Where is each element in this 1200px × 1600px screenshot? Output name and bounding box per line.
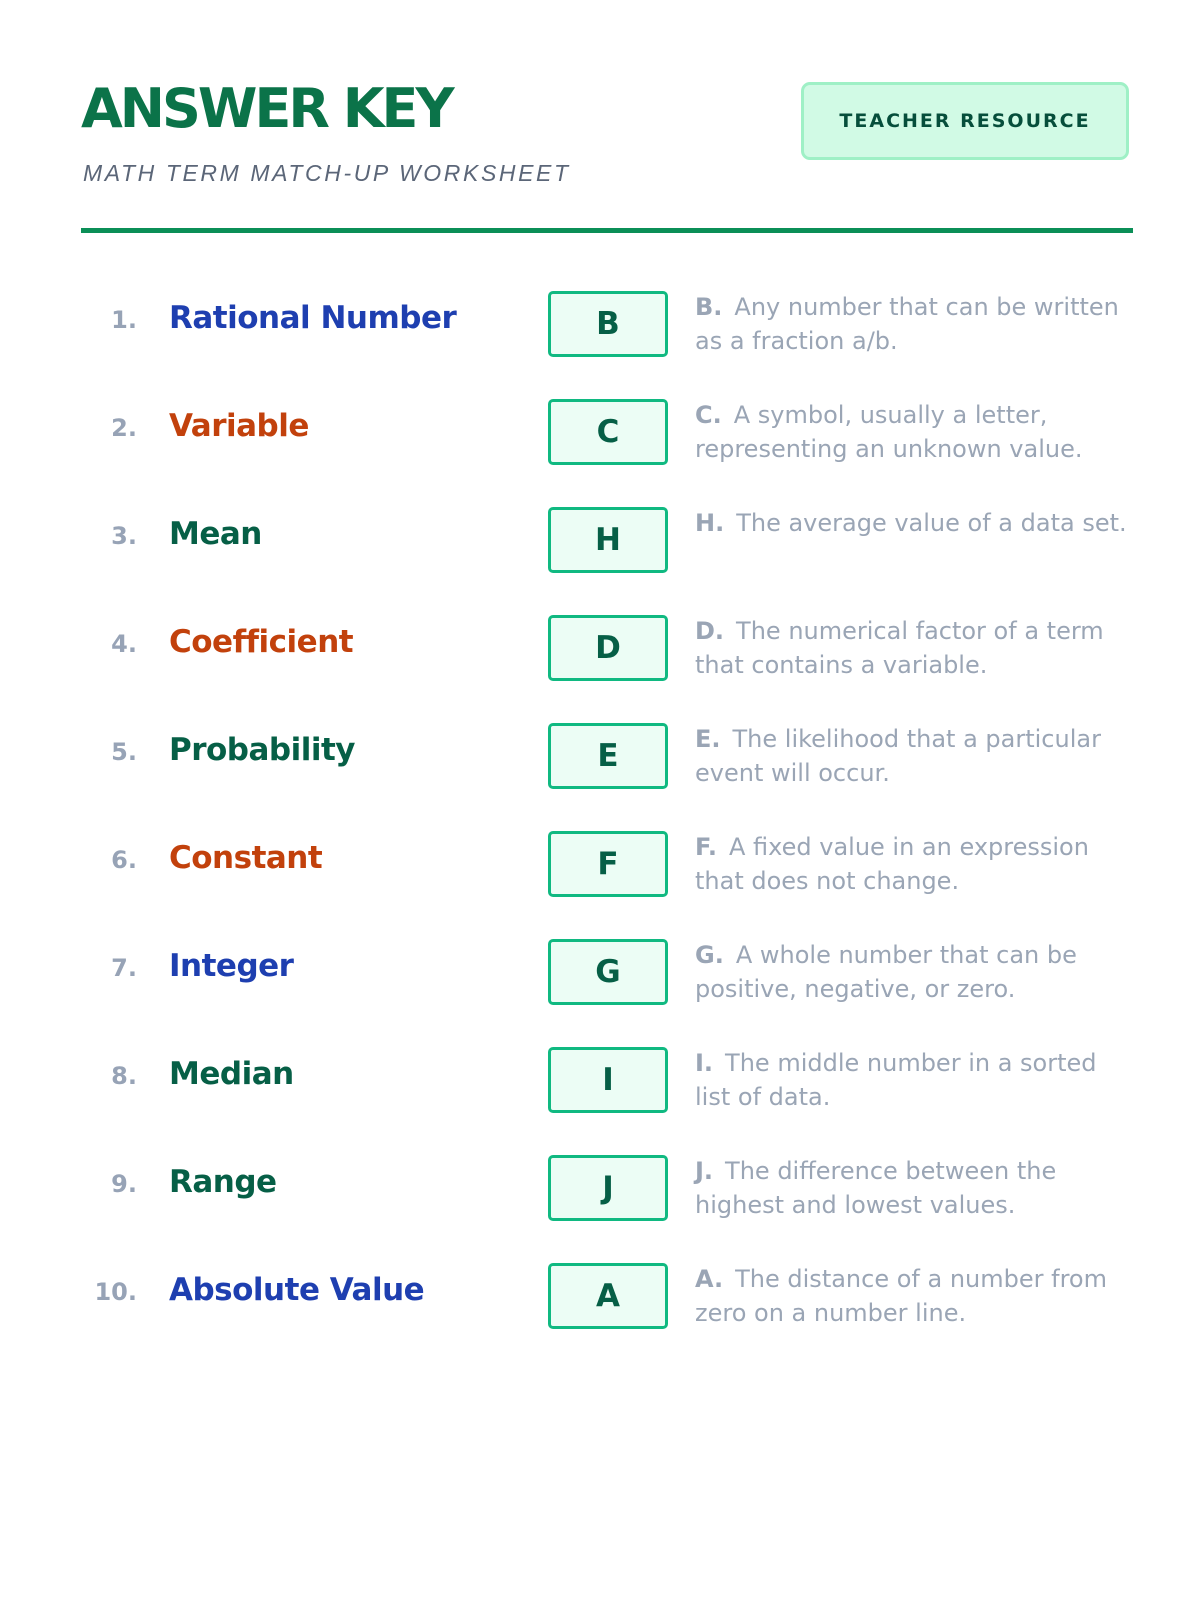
definition — [695, 506, 1135, 540]
definition — [695, 614, 1135, 682]
definition-text: Any number that can be written as a fraction a/b. — [695, 293, 1119, 355]
answer-box: E — [548, 723, 668, 789]
term-label: Coefficient — [169, 624, 354, 660]
definition-text: The average value of a data set. — [736, 509, 1127, 537]
item-number: 6. — [111, 846, 137, 874]
definition — [695, 398, 1135, 466]
answer-box: H — [548, 507, 668, 573]
match-list — [81, 288, 1133, 1368]
definition-text: A symbol, usually a letter, representing an unknown value. — [695, 401, 1083, 463]
term-label: Median — [169, 1056, 294, 1092]
item-number: 4. — [111, 630, 137, 658]
match-row — [81, 1260, 1133, 1368]
answer-box: J — [548, 1155, 668, 1221]
definition-letter: J. — [695, 1157, 714, 1185]
teacher-resource-badge: TEACHER RESOURCE — [801, 82, 1129, 160]
header — [81, 78, 1133, 188]
term-label: Rational Number — [169, 300, 457, 336]
definition-letter: G. — [695, 941, 724, 969]
answer-box: G — [548, 939, 668, 1005]
answer-box: A — [548, 1263, 668, 1329]
term-label: Constant — [169, 840, 323, 876]
item-number: 1. — [111, 306, 137, 334]
definition-letter: H. — [695, 509, 725, 537]
match-row — [81, 288, 1133, 396]
definition-letter: A. — [695, 1265, 724, 1293]
match-row — [81, 612, 1133, 720]
definition-text: The likelihood that a particular event will occur. — [695, 725, 1101, 787]
answer-box: B — [548, 291, 668, 357]
definition — [695, 1262, 1135, 1330]
definition-text: The numerical factor of a term that contains a variable. — [695, 617, 1104, 679]
answer-box: F — [548, 831, 668, 897]
match-row — [81, 1044, 1133, 1152]
item-number: 7. — [111, 954, 137, 982]
item-number: 9. — [111, 1170, 137, 1198]
definition — [695, 938, 1135, 1006]
answer-box: C — [548, 399, 668, 465]
term-label: Variable — [169, 408, 309, 444]
definition-letter: B. — [695, 293, 723, 321]
item-number: 10. — [94, 1278, 137, 1306]
item-number: 2. — [111, 414, 137, 442]
term-label: Integer — [169, 948, 294, 984]
match-row — [81, 828, 1133, 936]
definition-text: The distance of a number from zero on a number line. — [695, 1265, 1107, 1327]
definition — [695, 290, 1135, 358]
header-divider — [81, 228, 1133, 233]
definition-letter: F. — [695, 833, 717, 861]
page-title: ANSWER KEY — [81, 77, 452, 140]
term-label: Range — [169, 1164, 277, 1200]
answer-box: D — [548, 615, 668, 681]
match-row — [81, 720, 1133, 828]
definition — [695, 722, 1135, 790]
definition-text: The difference between the highest and lowest values. — [695, 1157, 1057, 1219]
definition-text: A fixed value in an expression that does not change. — [695, 833, 1089, 895]
item-number: 8. — [111, 1062, 137, 1090]
definition — [695, 1154, 1135, 1222]
match-row — [81, 1152, 1133, 1260]
answer-key-page — [81, 0, 1133, 1600]
definition-text: The middle number in a sorted list of data. — [695, 1049, 1097, 1111]
term-label: Mean — [169, 516, 262, 552]
definition — [695, 830, 1135, 898]
match-row — [81, 396, 1133, 504]
page-subtitle: MATH TERM MATCH-UP WORKSHEET — [83, 160, 571, 186]
item-number: 3. — [111, 522, 137, 550]
definition-letter: D. — [695, 617, 725, 645]
term-label: Absolute Value — [169, 1272, 425, 1308]
match-row — [81, 936, 1133, 1044]
answer-box: I — [548, 1047, 668, 1113]
term-label: Probability — [169, 732, 356, 768]
definition-letter: E. — [695, 725, 721, 753]
definition — [695, 1046, 1135, 1114]
definition-text: A whole number that can be positive, negative, or zero. — [695, 941, 1077, 1003]
definition-letter: I. — [695, 1049, 714, 1077]
item-number: 5. — [111, 738, 137, 766]
match-row — [81, 504, 1133, 612]
definition-letter: C. — [695, 401, 722, 429]
